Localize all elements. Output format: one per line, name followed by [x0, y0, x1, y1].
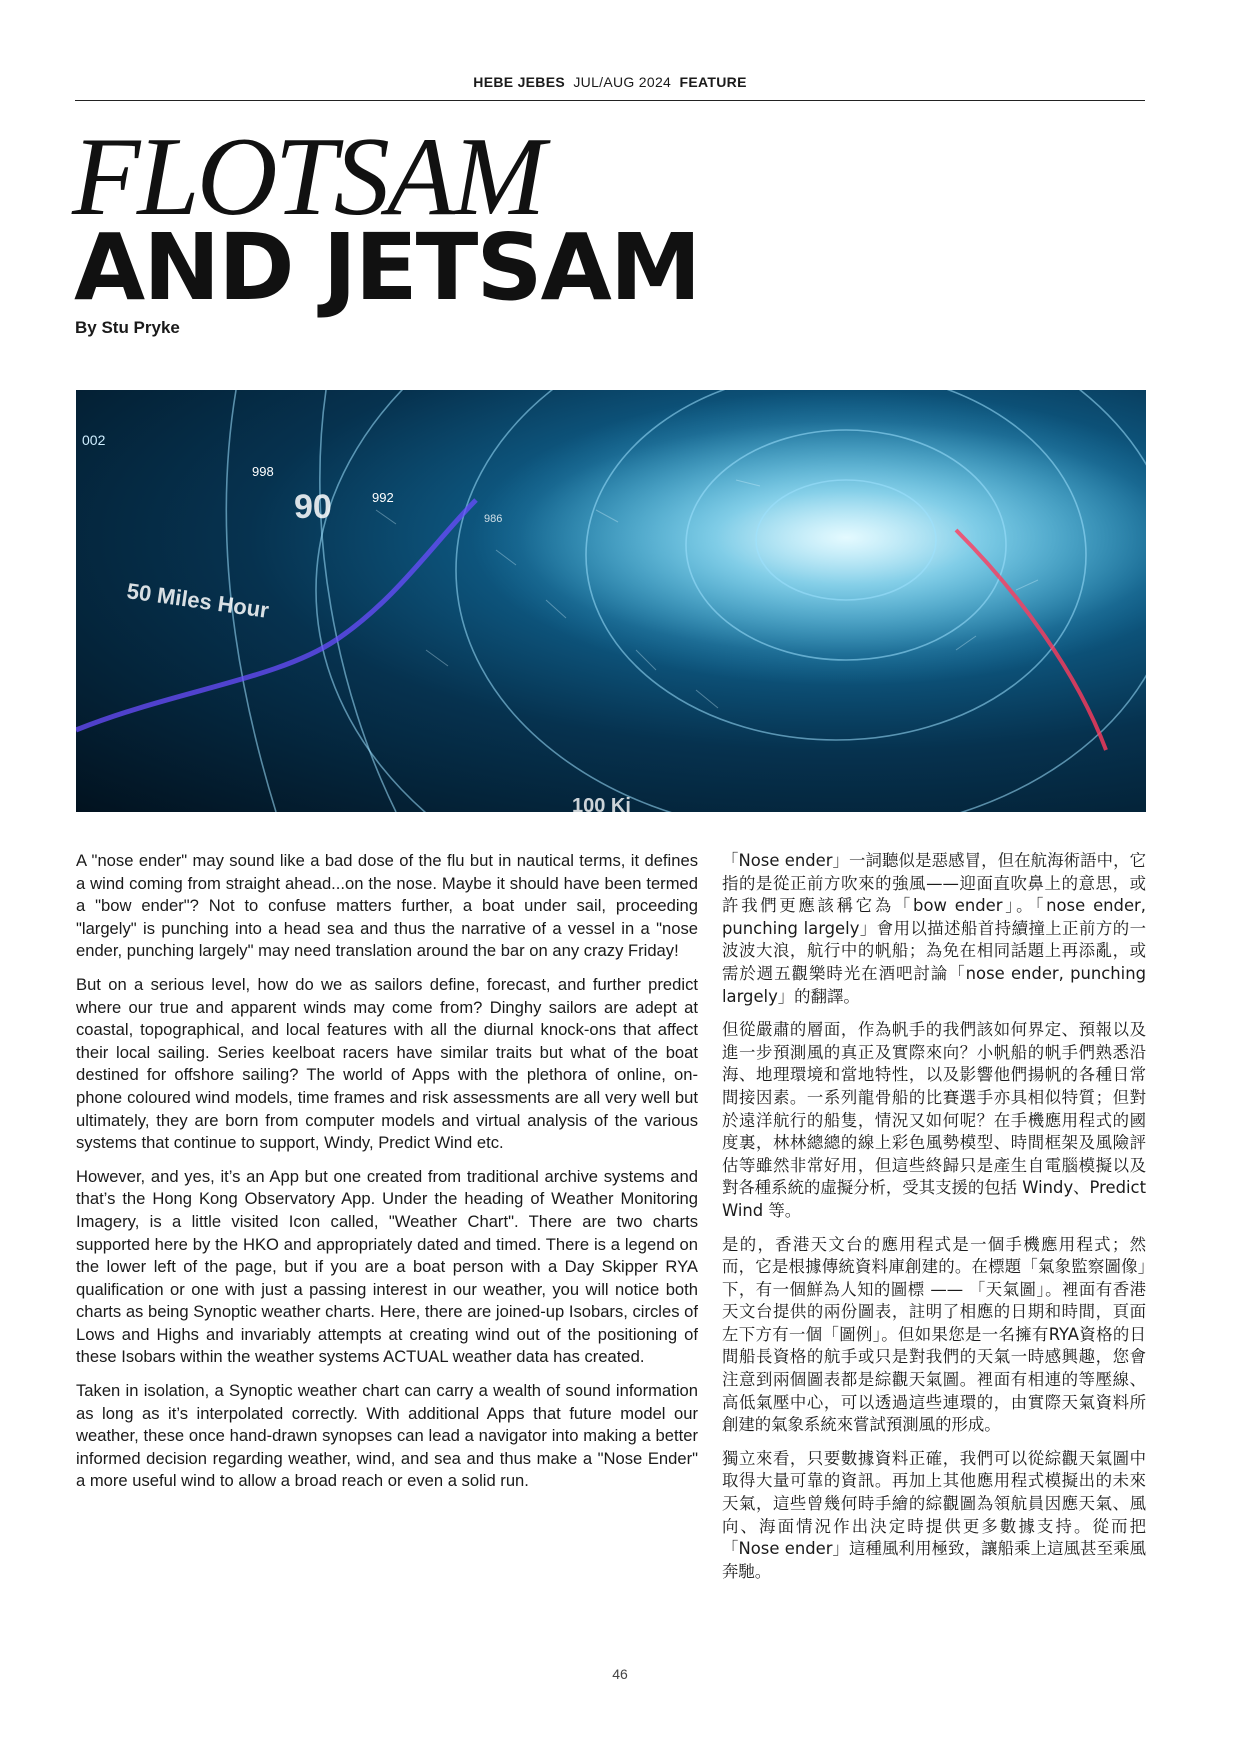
- english-column: [76, 850, 698, 1504]
- weather-chart-photo: [76, 390, 1146, 812]
- header-rule: [75, 100, 1145, 101]
- english-paragraph: Taken in isolation, a Synoptic weather chart can carry a wealth of sound information as long as it’s interpolated correctly. With additional Apps that future model our weather, these once hand-drawn synopses can lead a navigator into making a better informed decision regarding weather, wind, and sea and thus make a "Nose Ender" a more useful wind to allow a broad reach or even a solid run.: [76, 1381, 698, 1491]
- weather-chart-illustration: [76, 390, 1146, 812]
- byline: By Stu Pryke: [75, 318, 180, 337]
- chinese-paragraph: 是的，香港天文台的應用程式是一個手機應用程式；然而，它是根據傳統資料庫創建的。在標題「氣象監察圖像」下，有一個鮮為人知的圖標 —— 「天氣圖」。裡面有香港天文台提供的兩份圖表，註明了相應的日期和時間，頁面左下方有一個「圖例」。但如果您是一名擁有RYA資格的日間船長資格的航手或只是對我們的天氣一時感興趣，您會注意到兩個圖表都是綜觀天氣圖。裡面有相連的等壓線、高低氣壓中心，可以透過這些連環的，由實際天氣資料所創建的氣象系統來嘗試預測風的形成。: [722, 1234, 1146, 1435]
- chinese-paragraph: 「Nose ender」一詞聽似是惡感冒，但在航海術語中，它指的是從正前方吹來的強風——迎面直吹鼻上的意思，或許我們更應該稱它為「bow ender」。「nose ender, punching largely」會用以描述船首持續撞上正前方的一波波大浪，航行中的帆船；為免在相同話題上再添亂，或需於週五觀樂時光在酒吧討論「nose ender, punching largely」的翻譯。: [722, 851, 1146, 1006]
- chinese-column: [722, 850, 1146, 1594]
- title-line-2: AND JETSAM: [74, 214, 700, 321]
- magazine-name: HEBE JEBES: [473, 74, 565, 90]
- chinese-paragraph: 獨立來看，只要數據資料正確，我們可以從綜觀天氣圖中取得大量可靠的資訊。再加上其他應用程式模擬出的未來天氣，這些曾幾何時手繪的綜觀圖為領航員因應天氣、風向、海面情況作出決定時提供更多數據支持。從而把「Nose ender」這種風利用極致，讓船乘上這風甚至乘風奔馳。: [722, 1448, 1146, 1581]
- issue-date: JUL/AUG 2024: [573, 74, 672, 90]
- isobar-label: 992: [372, 490, 394, 505]
- running-head: [75, 74, 1145, 90]
- english-paragraph: But on a serious level, how do we as sailors define, forecast, and further predict where our true and apparent winds may come from? Dinghy sailors are adept at coastal, topographical, and local features with all the diurnal knock-ons that affect their local sailing. Series keelboat racers have similar traits but what of the boat destined for offshore sailing? The world of Apps with the plethora of online, on-phone coloured wind models, time frames and risk assessments are all very well but ultimately, they are born from computer models and virtual analysis of the various systems that continue to support, Windy, Predict Wind etc.: [76, 974, 698, 1153]
- speed-scale-label: 50 Miles Hour: [125, 578, 271, 623]
- english-paragraph: A "nose ender" may sound like a bad dose of the flu but in nautical terms, it defines a wind coming from straight ahead...on the nose. Maybe it should have been termed a "bow ender"? Not to confuse matters further, a boat under sail, proceeding "largely" is punching into a head sea and thus the narrative of a vessel in a "nose ender, punching largely" may need translation around the bar on any crazy Friday!: [76, 851, 698, 961]
- section-name: FEATURE: [679, 74, 747, 90]
- distance-label: 100 Ki: [572, 795, 631, 812]
- page-number: 46: [612, 1666, 628, 1682]
- english-paragraph: However, and yes, it’s an App but one created from traditional archive systems and that’s the Hong Kong Observatory App. Under the heading of Weather Monitoring Imagery, is a little visited Icon called, "Weather Chart". There are two charts supported here by the HKO and appropriately dated and timed. There is a legend on the lower left of the page, but if you are a boat person with a Day Skipper RYA qualification or one with just a passing interest in our weather, you will notice both charts as being Synoptic weather charts. Here, there are joined-up Isobars, circles of Lows and Highs and invariably attempts at creating wind out of the positioning of these Isobars within the weather systems ACTUAL weather data has created.: [76, 1166, 698, 1367]
- title-line-1: FLOTSAM: [72, 115, 543, 239]
- isobar-label: 998: [252, 464, 274, 479]
- isobar-label: 002: [82, 432, 106, 448]
- isobar-label: 986: [484, 513, 503, 525]
- large-number-label: 90: [294, 488, 332, 526]
- chinese-paragraph: 但從嚴肅的層面，作為帆手的我們該如何界定、預報以及進一步預測風的真正及實際來向？小帆船的帆手們熟悉沿海、地理環境和當地特性，以及影響他們揚帆的各種日常間接因素。一系列龍骨船的比賽選手亦具相似特質；但對於遠洋航行的船隻，情況又如何呢？在手機應用程式的國度裏，林林總總的線上彩色風勢模型、時間框架及風險評估等雖然非常好用，但這些終歸只是產生自電腦模擬以及對各種系統的虛擬分析，受其支援的包括 Windy、Predict Wind 等。: [722, 1020, 1146, 1220]
